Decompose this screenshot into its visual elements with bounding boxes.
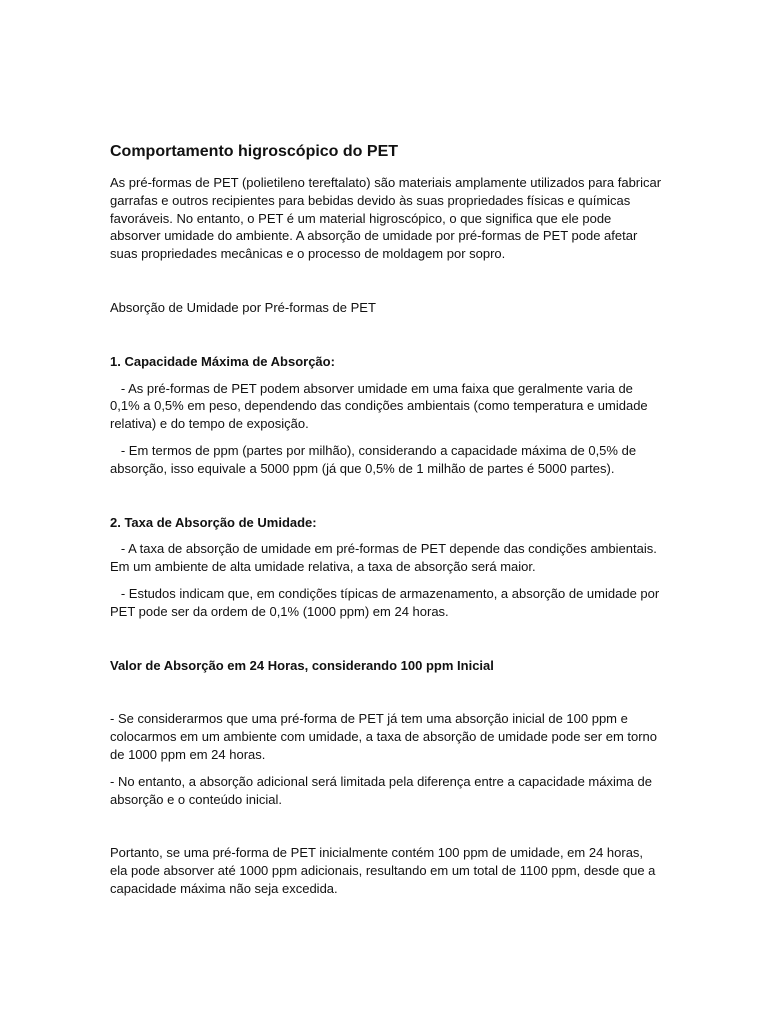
document-body [110,142,662,907]
section1-item2: - Em termos de ppm (partes por milhão), considerando a capacidade máxima de 0,5% de absorção, isso equivale a 5000 ppm (já que 0,5% de 1 milhão de partes é 5000 partes). [110,442,640,476]
section2-item1: - A taxa de absorção de umidade em pré-formas de PET depende das condições ambientais. Em um ambiente de alta umidade relativa, a taxa de absorção será maior. [110,541,661,575]
section3-item1: - Se considerarmos que uma pré-forma de PET já tem uma absorção inicial de 100 ppm e colocarmos em um ambiente com umidade, a taxa de absorção de umidade pode ser em torno de 1000 ppm em 24 horas. [110,711,658,762]
section1-heading: 1. Capacidade Máxima de Absorção: [110,353,335,369]
section-heading: Absorção de Umidade por Pré-formas de PET [110,299,376,315]
section2-item2: - Estudos indicam que, em condições típicas de armazenamento, a absorção de umidade por PET pode ser da ordem de 0,1% (1000 ppm) em 24 horas. [110,585,663,619]
section1-item1: - As pré-formas de PET podem absorver umidade em uma faixa que geralmente varia de 0,1% a 0,5% em peso, dependendo das condições ambientais (como temperatura e umidade relativa) e do tempo de exposição. [110,380,652,432]
conclusion-paragraph: Portanto, se uma pré-forma de PET inicialmente contém 100 ppm de umidade, em 24 horas, ela pode absorver até 1000 ppm adicionais, resultando em um total de 1100 ppm, desde que a capacidade máxima não seja excedida. [110,845,656,896]
document-title: Comportamento higroscópico do PET [110,143,399,160]
intro-paragraph: As pré-formas de PET (polietileno tereftalato) são materiais amplamente utilizados para fabricar garrafas e outros recipientes para bebidas devido às suas propriedades físicas e químicas favoráveis. No entanto, o PET é um material higroscópico, o que significa que ele pode absorver umidade do ambiente. A absorção de umidade por pré-formas de PET pode afetar suas propriedades mecânicas e o processo de moldagem por sopro. [110,175,662,262]
section3-item2: - No entanto, a absorção adicional será limitada pela diferença entre a capacidade máxima de absorção e o conteúdo inicial. [110,773,652,807]
section2-heading: 2. Taxa de Absorção de Umidade: [110,514,317,530]
section3-heading: Valor de Absorção em 24 Horas, considerando 100 ppm Inicial [110,657,494,673]
